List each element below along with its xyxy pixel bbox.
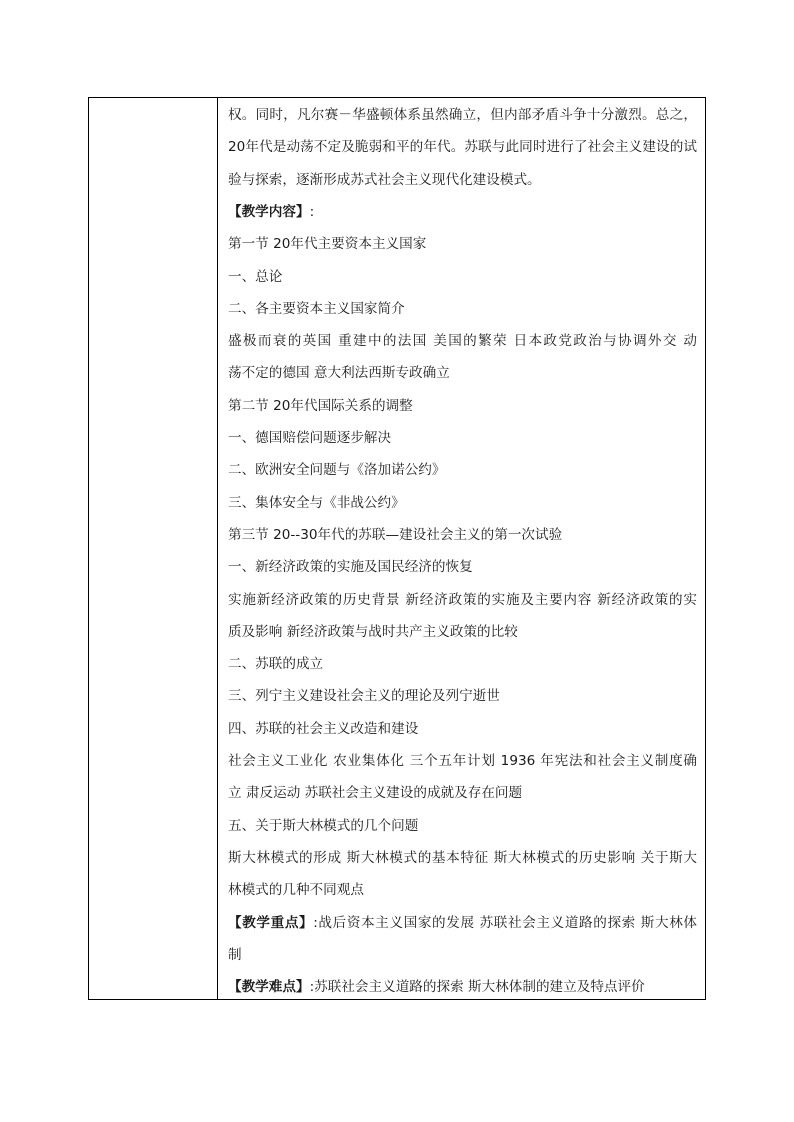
line-text: 第一节 20年代主要资本主义国家 <box>228 236 427 253</box>
line-text: 二、苏联的成立 <box>228 656 324 673</box>
line-text: 盛极而衰的英国 重建中的法国 美国的繁荣 日本政党政治与协调外交 动 <box>228 333 697 350</box>
line-text: 第三节 20--30年代的苏联—建设社会主义的第一次试验 <box>228 526 563 543</box>
line-text: 验与探索，逐渐形成苏式社会主义现代化建设模式。 <box>228 171 541 188</box>
line-text: 质及影响 新经济政策与战时共产主义政策的比较 <box>228 623 518 640</box>
content-line <box>228 907 697 939</box>
content-line <box>228 874 697 906</box>
line-text: 权。同时，凡尔赛－华盛顿体系虽然确立，但内部矛盾斗争十分激烈。总之， <box>228 107 697 123</box>
content-line <box>228 745 697 777</box>
content-line <box>228 648 697 680</box>
line-text: 一、新经济政策的实施及国民经济的恢复 <box>228 559 473 576</box>
content-line <box>228 131 697 163</box>
line-text: 三、集体安全与《非战公约》 <box>228 494 405 511</box>
line-text: :苏联社会主义道路的探索 斯大林体制的建立及特点评价 <box>309 979 645 996</box>
section-heading: 【教学内容】 <box>228 203 310 220</box>
content-line <box>228 196 697 228</box>
content-line <box>228 422 697 454</box>
line-text: 立 肃反运动 苏联社会主义建设的成就及存在问题 <box>228 785 523 802</box>
section-heading: 【教学难点】 <box>228 979 310 996</box>
content-line <box>228 680 697 712</box>
line-text: :战后资本主义国家的发展 苏联社会主义道路的探索 斯大林体 <box>313 914 697 931</box>
line-text: 一、总论 <box>228 268 283 285</box>
content-line <box>228 810 697 842</box>
content-line <box>228 261 697 293</box>
line-text: : <box>309 203 315 220</box>
section-heading: 【教学重点】 <box>228 914 314 931</box>
content-line <box>228 228 697 260</box>
content-line <box>228 939 697 971</box>
content-line <box>228 487 697 519</box>
content-line <box>228 842 697 874</box>
content-column <box>219 98 705 999</box>
line-text: 五、关于斯大林模式的几个问题 <box>228 817 419 834</box>
line-text: 实施新经济政策的历史背景 新经济政策的实施及主要内容 新经济政策的实 <box>228 591 697 608</box>
content-line <box>228 164 697 196</box>
content-line <box>228 325 697 357</box>
lesson-plan-table <box>88 97 706 1000</box>
label-column <box>89 98 218 999</box>
content-line <box>228 357 697 389</box>
line-text: 一、德国赔偿问题逐步解决 <box>228 430 392 446</box>
line-text: 三、列宁主义建设社会主义的理论及列宁逝世 <box>228 688 500 705</box>
content-line <box>228 390 697 422</box>
content-line <box>228 713 697 745</box>
line-text: 荡不定的德国 意大利法西斯专政确立 <box>228 365 450 382</box>
content-line <box>228 293 697 325</box>
line-text: 四、苏联的社会主义改造和建设 <box>228 720 419 737</box>
line-text: 斯大林模式的形成 斯大林模式的基本特征 斯大林模式的历史影响 关于斯大 <box>228 849 697 866</box>
content-line <box>228 777 697 809</box>
line-text: 制 <box>228 946 242 963</box>
content-line <box>228 519 697 551</box>
content-line <box>228 616 697 648</box>
content-line <box>228 454 697 486</box>
content-line <box>228 584 697 616</box>
content-line <box>228 551 697 583</box>
line-text: 二、各主要资本主义国家简介 <box>228 300 405 317</box>
line-text: 20年代是动荡不定及脆弱和平的年代。苏联与此同时进行了社会主义建设的试 <box>228 139 697 156</box>
content-line <box>228 99 697 131</box>
line-text: 二、欧洲安全问题与《洛加诺公约》 <box>228 462 446 479</box>
line-text: 社会主义工业化 农业集体化 三个五年计划 1936 年宪法和社会主义制度确 <box>228 753 697 769</box>
line-text: 林模式的几种不同观点 <box>228 882 364 899</box>
line-text: 第二节 20年代国际关系的调整 <box>228 397 413 414</box>
content-line <box>228 971 697 1003</box>
